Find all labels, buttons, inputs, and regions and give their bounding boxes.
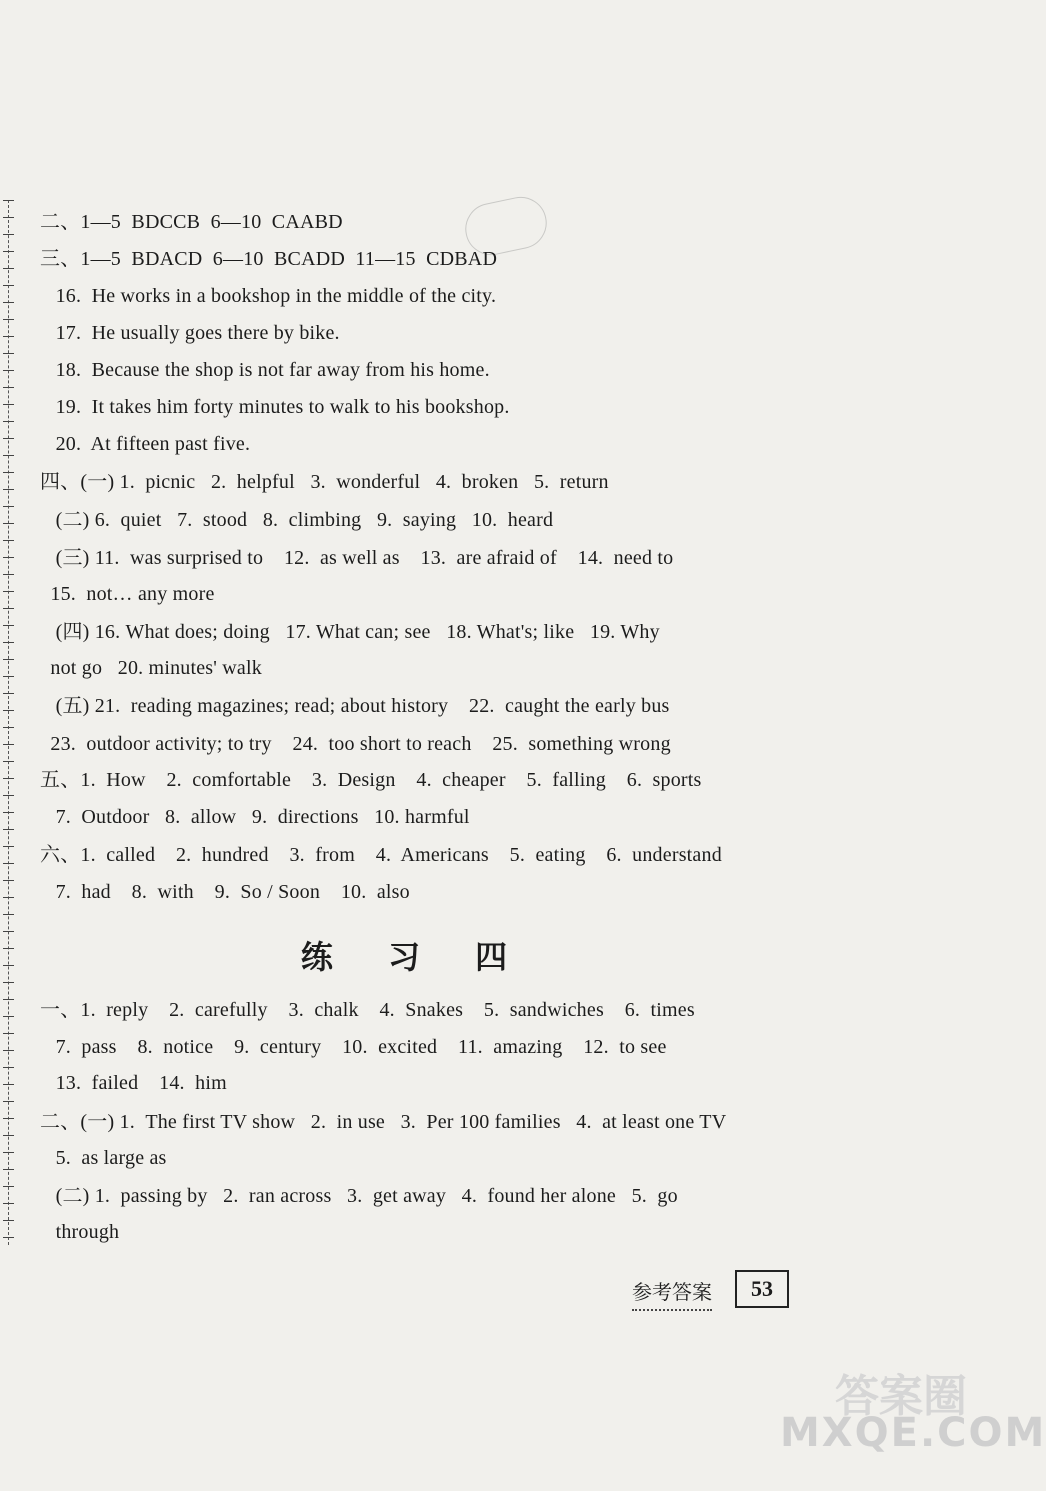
binding-tick [3,234,14,235]
answer-line-12: (四) 16. What does; doing 17. What can; see 18. What's; like 19. Why [40,621,660,643]
binding-tick [3,1220,14,1221]
binding-tick [3,1186,14,1187]
binding-tick [3,659,14,660]
binding-tick [3,455,14,456]
binding-tick [3,1237,14,1238]
section-title: 练 习 四 [300,938,530,976]
binding-tick [3,421,14,422]
binding-tick [3,489,14,490]
binding-tick [3,217,14,218]
answer-line-25: (二) 1. passing by 2. ran across 3. get away 4. found her alone 5. go [40,1185,678,1207]
binding-tick [3,251,14,252]
answer-line-11: 15. not… any more [40,583,215,605]
watermark-logo-cn: 答案圈 [835,1371,967,1422]
binding-tick [3,863,14,864]
answer-line-23: 二、(一) 1. The first TV show 2. in use 3. Per 100 families 4. at least one TV [40,1111,727,1133]
binding-tick [3,302,14,303]
binding-tick [3,999,14,1000]
binding-tick [3,982,14,983]
binding-tick [3,846,14,847]
answer-line-4: 17. He usually goes there by bike. [40,322,340,344]
answer-line-2: 三、1—5 BDACD 6—10 BCADD 11—15 CDBAD [40,248,498,270]
answer-line-16: 五、1. How 2. comfortable 3. Design 4. cheaper 5. falling 6. sports [40,769,702,791]
binding-tick [3,608,14,609]
answer-line-5: 18. Because the shop is not far away from his home. [40,359,490,381]
binding-tick [3,319,14,320]
answer-line-20: 一、1. reply 2. carefully 3. chalk 4. Snakes 5. sandwiches 6. times [40,999,695,1021]
binding-tick [3,812,14,813]
answer-line-24: 5. as large as [40,1147,167,1169]
binding-tick [3,438,14,439]
footer-label: 参考答案 [632,1276,712,1311]
binding-tick [3,200,14,201]
binding-tick [3,761,14,762]
answer-line-8: 四、(一) 1. picnic 2. helpful 3. wonderful 4. broken 5. return [40,471,609,493]
binding-tick [3,574,14,575]
binding-tick [3,829,14,830]
answer-line-9: (二) 6. quiet 7. stood 8. climbing 9. saying 10. heard [40,509,554,531]
binding-tick [3,557,14,558]
binding-tick [3,676,14,677]
binding-tick [3,625,14,626]
binding-tick [3,914,14,915]
binding-tick [3,795,14,796]
binding-tick [3,591,14,592]
binding-tick [3,778,14,779]
answer-line-3: 16. He works in a bookshop in the middle of the city. [40,285,497,307]
watermark-logo: MXQE.COM [780,1410,1046,1456]
answer-line-6: 19. It takes him forty minutes to walk to his bookshop. [40,396,510,418]
binding-tick [3,1101,14,1102]
binding-tick [3,523,14,524]
answer-line-10: (三) 11. was surprised to 12. as well as 13. are afraid of 14. need to [40,547,674,569]
binding-tick [3,370,14,371]
binding-tick [3,285,14,286]
page-number: 53 [735,1270,789,1308]
binding-tick [3,336,14,337]
binding-tick [3,1067,14,1068]
binding-tick [3,897,14,898]
binding-tick [3,1203,14,1204]
binding-tick [3,1135,14,1136]
binding-tick [3,353,14,354]
binding-margin [8,200,21,1245]
binding-tick [3,540,14,541]
binding-tick [3,1033,14,1034]
binding-tick [3,642,14,643]
binding-tick [3,268,14,269]
binding-tick [3,727,14,728]
binding-tick [3,387,14,388]
answer-line-1: 二、1—5 BDCCB 6—10 CAABD [40,211,343,233]
binding-tick [3,1169,14,1170]
answer-line-19: 7. had 8. with 9. So / Soon 10. also [40,881,410,903]
answer-line-14: (五) 21. reading magazines; read; about history 22. caught the early bus [40,695,670,717]
answer-line-15: 23. outdoor activity; to try 24. too short to reach 25. something wrong [40,733,671,755]
binding-tick [3,880,14,881]
binding-tick [3,404,14,405]
answer-line-18: 六、1. called 2. hundred 3. from 4. Americans 5. eating 6. understand [40,844,722,866]
answer-line-21: 7. pass 8. notice 9. century 10. excited 11. amazing 12. to see [40,1036,667,1058]
binding-tick [3,506,14,507]
answer-line-22: 13. failed 14. him [40,1072,227,1094]
binding-tick [3,744,14,745]
binding-tick [3,710,14,711]
answer-line-7: 20. At fifteen past five. [40,433,251,455]
binding-tick [3,1016,14,1017]
answer-line-17: 7. Outdoor 8. allow 9. directions 10. harmful [40,806,470,828]
answer-line-26: through [40,1221,120,1243]
binding-tick [3,1152,14,1153]
binding-tick [3,1050,14,1051]
binding-tick [3,472,14,473]
binding-tick [3,1118,14,1119]
binding-tick [3,693,14,694]
binding-tick [3,1084,14,1085]
answer-line-13: not go 20. minutes' walk [40,657,262,679]
